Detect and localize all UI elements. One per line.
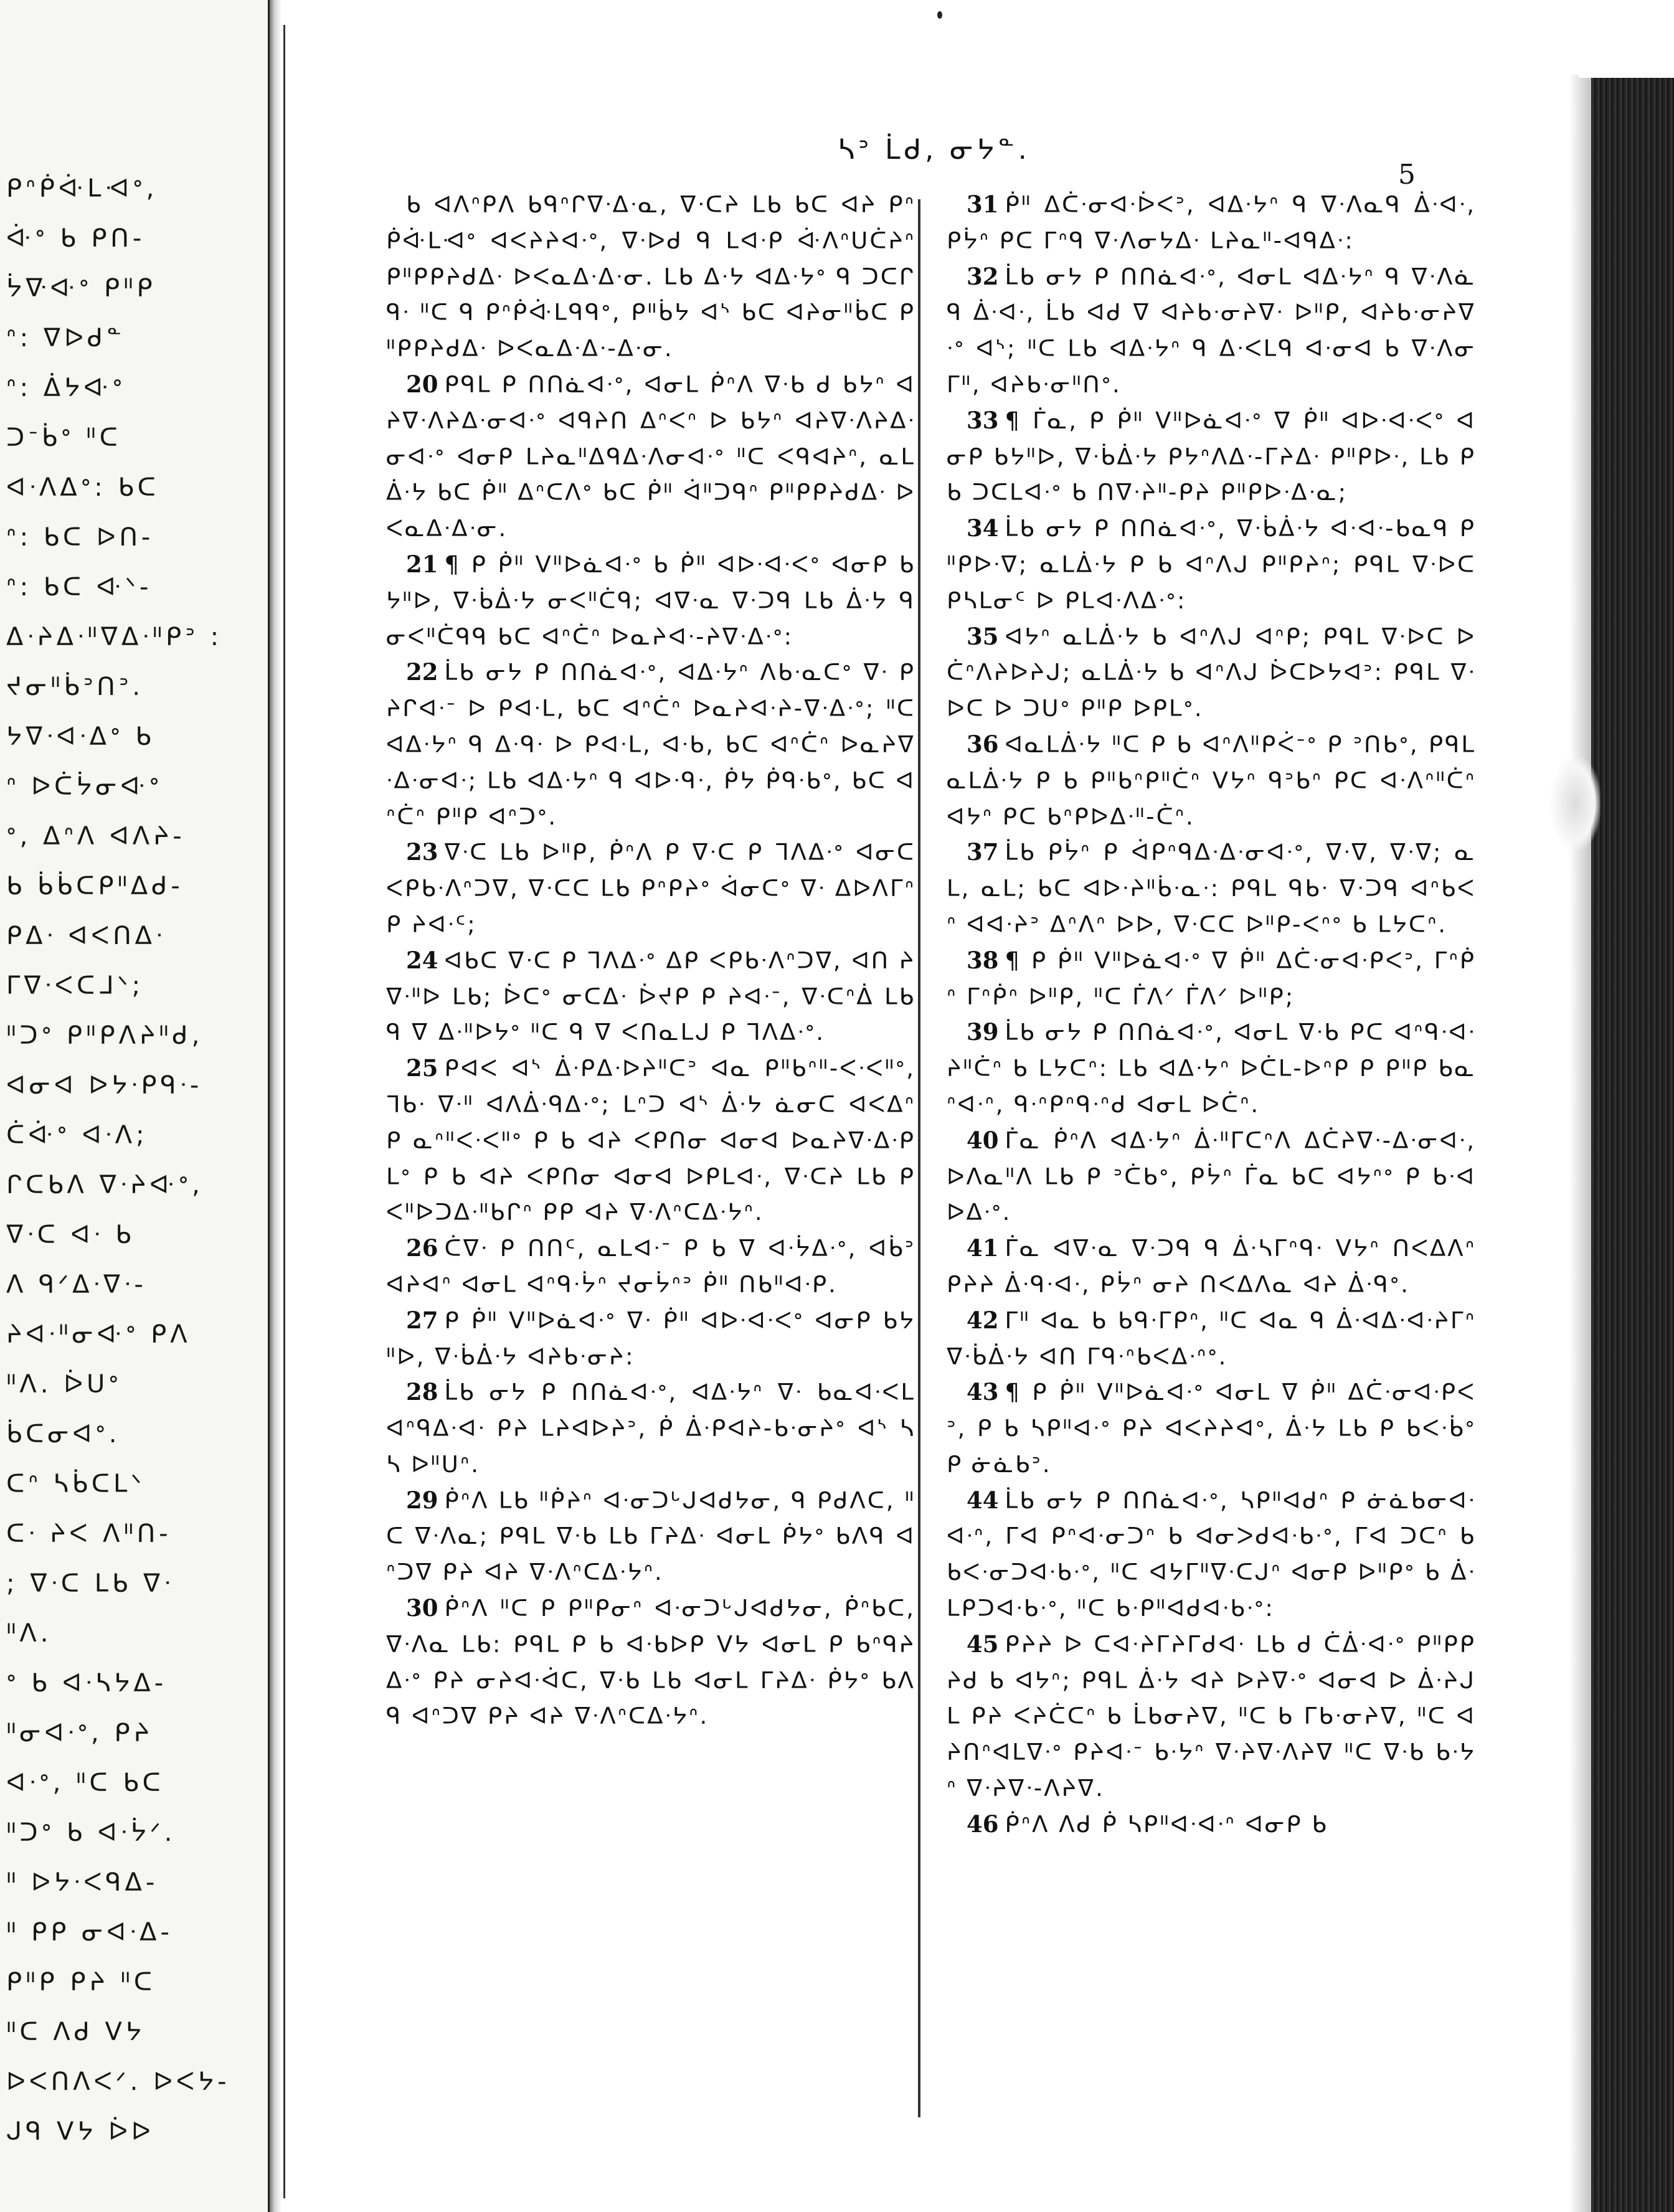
verse-paragraph <box>386 187 915 367</box>
verse-number: 29 <box>406 1486 438 1514</box>
book-edge-top <box>1579 0 1674 78</box>
left-page-text-fragment: ᐢ: ᑲᑕ ᐘᐠ- <box>6 573 153 602</box>
verse-paragraph <box>386 943 915 1051</box>
verse-number: 38 <box>967 946 999 974</box>
text-column-left <box>386 187 915 1734</box>
verse-paragraph <box>947 1123 1476 1231</box>
left-page-text-fragment: ᑭᐃᐧ ᐊᐸᑎᐃᐧ <box>6 922 166 950</box>
left-page-text-fragment: ᔪᓂᐦᑳᐣᑎᐣ. <box>6 673 144 701</box>
verse-number: 34 <box>967 514 999 542</box>
verse-paragraph <box>386 1374 915 1482</box>
left-page-text-fragment: ᐢ: ᑲᑕ ᐅᑎ- <box>6 523 154 552</box>
verse-text: ¶ ᑭ ᑮᐦ ᐯᐦᐅᓈᐊᐧᐤ ᐊᓂᒪ ᐁ ᑮᐦ ᐃᑖᐧᓂᐊᐧᑭᐸᐣ, ᑭ ᑲ ᓴᑭᐦᐊᐧᐤ ᑭᔨ ᐊᐸᔨᔨᐊᐤ, ᐄᐧᔭ ᒪᑲ ᑭ ᑲᐸᐧᑳᐤ ᑭ ᓃᓈᑲᐣ. <box>947 1379 1476 1478</box>
verse-number: 33 <box>967 406 999 434</box>
left-page-text-fragment: ᐦᑐᐤ ᑭᐦᑭᐱᔨᐦᑯ, <box>6 1021 204 1050</box>
verse-text: ᑮᐢᐱ ᒪᑲ ᐦᑮᔨᐢ ᐊᐧᓂᑐᒡᒍᐊᑯᔭᓂ, ᑫ ᑭᑯᐱᑕ, ᐦᑕ ᐁᐧᐱᓇ; ᑭᑫᒪ ᐁᐧᑲ ᒪᑲ ᒥᔨᐃᐧ ᐊᓂᒪ ᑮᔭᐤ ᑲᐱᑫ ᐊᐢᑐᐁ ᑭᔨ ᐊᔨ ᐁᐧᐱᐢᑕᐃᐧᔭᐢ. <box>386 1486 915 1586</box>
verse-paragraph <box>947 1807 1476 1843</box>
verse-number: 22 <box>406 658 438 686</box>
verse-paragraph <box>386 1483 915 1590</box>
left-page-text-fragment: ᑲ ᑳᑳᑕᑭᐦᐃᑯ- <box>6 872 184 900</box>
verse-paragraph <box>947 1231 1476 1303</box>
verse-number: 35 <box>967 622 999 650</box>
left-page-text-fragment: ᔨᐊᐧᐦᓂᐘᐤ ᑭᐱ <box>6 1320 191 1349</box>
left-page-text-fragment: ᒋᑕᑲᐱ ᐁᐧᔨᐘᐤ, <box>6 1171 204 1199</box>
verse-paragraph <box>947 187 1476 259</box>
left-page-text-fragment: ᔭᐁᐧᐊᐧᐃᐤ ᑲ <box>6 722 155 751</box>
verse-number: 27 <box>406 1306 438 1334</box>
left-page-text-fragment: ᑳᑕᓂᐊᐤ. <box>6 1420 121 1449</box>
verse-text: ᒫᑲ ᓂᔭ ᑭ ᑎᑎᓈᐊᐧᐤ, ᐊᓂᒪ ᐁᐧᑲ ᑭᑕ ᐊᐢᑫᐧᐊᐧᔨᐦᑖᐢ ᑲ ᒪᔭᑕᐢ: ᒪᑲ ᐊᐃᐧᔭᐢ ᐅᑖᒪ-ᐅᐢᑭ ᑭ ᑭᐦᑭ ᑲᓇᐢᐊᐧᐢ, ᑫᐧᐢᑭᐢᑫᐧᐢᑯ ᐊᓂᒪ ᐅᑖᐢ. <box>947 1019 1476 1118</box>
verse-text: ¶ ᑭ ᑮᐦ ᐯᐦᐅᓈᐊᐧᐤ ᐁ ᑮᐦ ᐃᑖᐧᓂᐊᐧᑭᐸᐣ, ᒥᐢᑮᐢ ᒥᐢᑮᐢ ᐅᐦᑭ, ᐦᑕ ᒦᐱᐟ ᒦᐱᐟ ᐅᐦᑭ; <box>947 947 1476 1010</box>
left-page-text-fragment: ᑭᐦᑭ ᑭᔨ ᐦᑕ <box>6 1968 156 1997</box>
verse-text: ᒫᑲ ᓂᔭ ᑭ ᑎᑎᓈᐊᐧᐤ, ᐊᐃᐧᔭᐢ ᐱᑲᐧᓇᑕᐤ ᐁᐧ ᑭ ᔨᒋᐊᐧᐨ ᐅ ᑭᐊᐧᒪ, ᑲᑕ ᐊᐢᑖᐢ ᐅᓇᔨᐊᐧᔨ-ᐁᐧᐃᐧᐤ; ᐦᑕ ᐊᐃᐧᔭᐢ ᑫ ᐃᐧᑫᐧ ᐅ ᑭᐊᐧᒪ, ᐊᐧᑲ, ᑲᑕ ᐊᐢᑖᐢ ᐅᓇᔨᐁᐧᐃᐧᓂᐊᐧ; ᒪᑲ ᐊᐃᐧᔭᐢ ᑫ ᐊᐅᐧᑫᐧ, ᑮᔭ ᑮᑫᐧᑲᐤ, ᑲᑕ ᐊᐢᑖᐢ ᑭᐦᑭ ᐊᐢᑐᐤ. <box>386 659 915 830</box>
left-page-text-fragment: ᐊᐧᐱᐃᐤ: ᑲᑕ <box>6 473 159 502</box>
verse-paragraph <box>386 1231 915 1303</box>
verse-number: 42 <box>967 1306 999 1334</box>
verse-text: ᑮᐦ ᐃᑖᐧᓂᐊᐧᐆᐸᐣ, ᐊᐃᐧᔭᐢ ᑫ ᐁᐧᐱᓇᑫ ᐄᐧᐊᐧ, ᑭᔮᐢ ᑭᑕ ᒥᐢᑫ ᐁᐧᐱᓂᔭᐃᐧ ᒪᔨᓇᐦ-ᐊᑫᐃᐧ: <box>947 191 1476 254</box>
verse-text: ᒫᑲ ᓂᔭ ᑭ ᑎᑎᓈᐊᐧᐤ, ᐊᐃᐧᔭᐢ ᐁᐧ ᑲᓇᐊᐧᐸᒪ ᐊᐢᑫᐃᐧᐊᐧ ᑭᔨ ᒪᔨᐊᐅᔨᐣ, ᑮ ᐄᐧᑭᐊᔨ-ᑲᐧᓂᔨᐤ ᐊᔅ ᓴᓴ ᐅᐦᑌᐢ. <box>386 1379 915 1478</box>
left-page-text-fragment: ᐊᐧᐤ, ᐦᑕ ᑲᑕ <box>6 1769 164 1797</box>
verse-number: 46 <box>967 1810 999 1838</box>
left-page-text-fragment: ᐢ ᐅᑖᔮᓂᐘᐤ <box>6 772 163 801</box>
verse-text: ᑭᔨᔨ ᐅ ᑕᐊᐧᔨᒥᔨᒥᑯᐊᐧ ᒪᑲ ᑯ ᑖᐄᐧᐊᐧᐤ ᑭᐦᑭᑭᔨᑯ ᑲ ᐊᔭᐢ; ᑭᑫᒪ ᐄᐧᔭ ᐊᔨ ᐅᔨᐁᐧᐤ ᐊᓂᐊ ᐅ ᐄᐧᔨᒍᒪ ᑭᔨ ᐸᔨᑖᑕᐢ ᑲ ᒫᑲᓂᔨᐁ, ᐦᑕ ᑲ ᒥᑲᐧᓂᔨᐁ, ᐦᑕ ᐊᔨᑎᐢᐊᒪᐁᐧᐤ ᑭᔨᐊᐧᐨ ᑲᐧᔭᐢ ᐁᐧᔨᐁᐧᐱᔨᐁ ᐦᑕ ᐁᐧᑲ ᑲᐧᔭᐢ ᐁᐧᔨᐁᐧ-ᐱᔨᐁ. <box>947 1630 1476 1802</box>
verse-number: 24 <box>406 946 438 974</box>
verse-text: ᑭᑫᒪ ᑭ ᑎᑎᓈᐊᐧᐤ, ᐊᓂᒪ ᑮᐢᐱ ᐁᐧᑲ ᑯ ᑲᔭᐢ ᐊᔨᐁᐧᐱᔨᐃᐧᓂᐊᐧᐤ ᐊᑫᔨᑎ ᐃᐢᐸᐢ ᐅ ᑲᔭᐢ ᐊᔨᐁᐧᐱᔨᐃᐧᓂᐊᐧᐤ ᐊᓂᑭ ᒪᔨᓇᐦᐃᑫᐃᐧᐱᓂᐊᐧᐤ ᐦᑕ ᐸᑫᐊᔨᐢ, ᓇᒪᐄᐧᔭ ᑲᑕ ᑮᐦ ᐃᐢᑕᐱᐤ ᑲᑕ ᑮᐦ ᐋᐦᑐᑫᐢ ᑭᐦᑭᑭᔨᑯᐃᐧ ᐅᐸᓇᐃᐧᐃᐧᓂ. <box>386 371 915 542</box>
verse-text: ᒫᑲ ᓂᔭ ᑭ ᑎᑎᓈᐊᐧᐤ, ᐊᓂᒪ ᐊᐃᐧᔭᐢ ᑫ ᐁᐧᐱᓈᑫ ᐄᐧᐊᐧ, ᒫᑲ ᐊᑯ ᐁ ᐊᔨᑲᐧᓂᔨᐁᐧ ᐅᐦᑭ, ᐊᔨᑲᐧᓂᔨᐁᐧᐤ ᐊᔅ; ᐦᑕ ᒪᑲ ᐊᐃᐧᔭᐢ ᑫ ᐃᐧᐸᒪᑫ ᐊᐧᓂᐊ ᑲ ᐁᐧᐱᓂᒥᐦ, ᐊᔨᑲᐧᓂᐦᑎᐤ. <box>947 263 1476 398</box>
left-page-text-fragment: ᐤ ᑲ ᐊᐧᓴᔭᐃ- <box>6 1669 168 1698</box>
page-edge-shadow <box>1569 75 1594 2212</box>
verse-number: 31 <box>967 191 999 218</box>
text-column-right <box>947 187 1476 1843</box>
verse-text: ᑮᐢᐱ ᐦᑕ ᑭ ᑭᐦᑭᓂᐢ ᐊᐧᓂᑐᒡᒍᐊᑯᔭᓂ, ᑮᐢᑲᑕ, ᐁᐧᐱᓇ ᒪᑲ: ᑭᑫᒪ ᑭ ᑲ ᐊᐧᑲᐅᑭ ᐯᔭ ᐊᓂᒪ ᑭ ᑲᐢᑫᔨᐃᐧᐤ ᑭᔨ ᓂᔨᐊᐧᐋᑕ, ᐁᐧᑲ ᒪᑲ ᐊᓂᒪ ᒥᔨᐃᐧ ᑮᔭᐤ ᑲᐱᑫ ᐊᐢᑐᐁ ᑭᔨ ᐊᔨ ᐁᐧᐱᐢᑕᐃᐧᔭᐢ. <box>386 1595 915 1730</box>
left-page-text-fragment: ᐦᑐᐤ ᑲ ᐊᐧᔮᐟ. <box>6 1818 176 1847</box>
left-page-text-fragment: ᐱ ᑫᐟᐃᐧᐁᐧ- <box>6 1270 147 1299</box>
verse-paragraph <box>386 1051 915 1231</box>
facing-page-left <box>0 0 270 2212</box>
verse-number: 41 <box>967 1234 999 1262</box>
verse-text: ᑮᐢᐱ ᐱᑯ ᑮ ᓴᑭᐦᐊᐧᐊᐧᐢ ᐊᓂᑭ ᑲ <box>1005 1810 1328 1838</box>
left-page-text-fragment: ᐁᐧᑕ ᐊᐧ ᑲ <box>6 1221 135 1249</box>
left-page-text-fragment: ᐦᐱ. <box>6 1619 52 1648</box>
left-page-text-fragment: ᐦᑕ ᐱᑯ ᐯᔭ <box>6 2018 145 2046</box>
verse-number: 45 <box>967 1630 999 1658</box>
left-page-text-fragment: ᑭᐢᑮᐚᒪᐗᐤ, <box>6 174 158 203</box>
verse-number: 44 <box>967 1486 999 1514</box>
left-page-text-fragment: ; ᐁᐧᑕ ᒪᑲ ᐁᐧ <box>6 1569 174 1598</box>
verse-paragraph <box>947 1627 1476 1807</box>
column-rule <box>918 199 920 2117</box>
verse-text: ᒫᑲ ᑭᔮᐢ ᑭ ᐋᑭᐢᑫᐃᐧᐃᐧᓂᐊᐧᐤ, ᐁᐧᐁ, ᐁᐧᐁ; ᓇᒪ, ᓇᒪ; ᑲᑕ ᐊᐅᐧᔨᐦᑳᐧᓇᐧ: ᑭᑫᒪ ᑫᑲᐧ ᐁᐧᑐᑫ ᐊᐢᑲᐸᐢ ᐊᐊᐧᔨᐣ ᐃᐢᐱᐢ ᐅᐅ, ᐁᐧᑕᑕ ᐅᐦᑭ-ᐸᐢᐤ ᑲ ᒪᔭᑕᐢ. <box>947 839 1476 938</box>
left-page-text-fragment: ᐢ: ᐁᐅᑯᓐ <box>6 324 126 352</box>
left-page-text-fragment: ᐦᓂᐊᐧᐤ, ᑭᔨ <box>6 1719 153 1747</box>
verse-number: 26 <box>406 1234 438 1262</box>
verse-number: 30 <box>406 1594 438 1622</box>
verse-number: 37 <box>967 838 999 866</box>
paper-smudge <box>1551 757 1601 850</box>
verse-number: 43 <box>967 1378 999 1406</box>
verse-text: ᐊᓇᒪᐄᐧᔭ ᐦᑕ ᑭ ᑲ ᐊᐢᐱᐦᑭᐹᐨᐤ ᑭ ᐣᑎᑲᐤ, ᑭᑫᒪ ᓇᒪᐄᐧᔭ ᑭ ᑲ ᑭᐦᑲᐢᑭᐦᑖᐢ ᐯᔭᐢ ᑫᐣᑲᐢ ᑭᑕ ᐊᐧᐱᐢᐦᑖᐢ ᐊᔭᐢ ᑭᑕ ᑲᐢᑭᐅᐃᐧᐦ-ᑖᐢ. <box>947 730 1476 830</box>
verse-text: ᒦᓇ ᐊᐁᐧᓇ ᐁᐧᑐᑫ ᑫ ᐄᐧᓴᒥᐢᑫᐧ ᐯᔭᐢ ᑎᐸᐃᐱᐢ ᑭᔨᔨ ᐄᐧᑫᐧᐊᐧ, ᑭᔮᐢ ᓂᔨ ᑎᐸᐃᐱᓇ ᐊᔨ ᐄᐧᑫᐤ. <box>947 1235 1476 1298</box>
left-page-text-fragment: ᒥᐁᐧᐸᑕᒧᐠ; <box>6 971 144 1000</box>
page-number: 5 <box>1398 159 1416 191</box>
verse-text: ᒦᓇ ᑮᐢᐱ ᐊᐃᐧᔭᐢ ᐄᐧᐦᒥᑕᐢᐱ ᐃᑖᔨᐁᐧ-ᐃᐧᓂᐊᐧ, ᐅᐱᓇᐦᐱ ᒪᑲ ᑭ ᐣᑖᑲᐤ, ᑭᔮᐢ ᒦᓇ ᑲᑕ ᐊᔭᐢᐤ ᑭ ᑲᐧᐊᐅᐃᐧᐤ. <box>947 1127 1476 1226</box>
verse-number: 21 <box>406 550 438 578</box>
verse-text: ᑭᐊᐸ ᐊᔅ ᐄᐧᑭᐃᐧᐅᔨᐦᑕᐣ ᐊᓇ ᑭᐦᑲᐢᐦ-ᐸᐧᐸᐦᐤ, ᒣᑲᐧ ᐁᐧᐦ ᐊᐱᐄᐧᑫᐃᐧᐤ; ᒪᐢᑐ ᐊᔅ ᐄᐧᔭ ᓈᓂᑕ ᐊᐸᐃᐢ ᑭ ᓇᐢᐦᐸᐧᐸᐦᐤ ᑭ ᑲ ᐊᔨ ᐸᑭᑎᓂ ᐊᓂᐊ ᐅᓇᔨᐁᐧᐃᐧᑭᒪᐤ ᑭ ᑲ ᐊᔨ ᐸᑭᑎᓂ ᐊᓂᐊ ᐅᑭᒪᐊᐧ, ᐁᐧᑕᔨ ᒪᑲ ᑭ ᐸᐦᐅᑐᐃᐧᐦᑲᒋᐢ ᑭᑭ ᐊᔨ ᐁᐧᐱᐢᑕᐃᐧᔭᐢ. <box>386 1055 915 1226</box>
left-page-text-fragment: ᐃᐧᔨᐃᐧᐦᐁᐃᐧᐦᑭᐣ : <box>6 623 223 651</box>
verse-number: 40 <box>967 1126 999 1154</box>
verse-text: ᐁᐧᑕ ᒪᑲ ᐅᐦᑭ, ᑮᐢᐱ ᑭ ᐁᐧᑕ ᑭ ᒣᐱᐃᐧᐤ ᐊᓂᑕ ᐸᑭᑲᐧᐱᐢᑐᐁ, ᐁᐧᑕᑕ ᒪᑲ ᑭᐢᑭᔨᐤ ᐋᓂᑕᐤ ᐁᐧ ᐃᐅᐱᒥᐢ ᑭ ᔨᐊᐧᑦ; <box>386 839 915 938</box>
verse-paragraph <box>947 943 1476 1015</box>
verse-text: ᐊᔭᐢ ᓇᒪᐄᐧᔭ ᑲ ᐊᐢᐱᒍ ᐊᐢᑭ; ᑭᑫᒪ ᐁᐧᐅᑕ ᐅᑖᐢᐱᔨᐅᔨᒍ; ᓇᒪᐄᐧᔭ ᑲ ᐊᐢᐱᒍ ᐆᑕᐅᔭᐊᐣ: ᑭᑫᒪ ᐁᐧᐅᑕ ᐅ ᑐᑌᐤ ᑭᐦᑭ ᐅᑭᒪᐤ. <box>947 623 1476 722</box>
verse-paragraph <box>947 511 1476 618</box>
verse-text: ᑭ ᑮᐦ ᐯᐦᐅᓈᐊᐧᐤ ᐁᐧ ᑮᐦ ᐊᐅᐧᐊᐧᐸᐤ ᐊᓂᑭ ᑲᔭᐦᐅ, ᐁᐧᑳᐄᐧᔭ ᐊᔨᑲᐧᓂᔨ: <box>386 1307 915 1370</box>
verse-paragraph <box>947 619 1476 727</box>
left-page-text-fragment: ᐢ: ᐄᔭᐘᐤ <box>6 374 126 402</box>
verse-paragraph <box>386 1590 915 1734</box>
verse-text: ᑖᐁᐧ ᑭ ᑎᑎᑦ, ᓇᒪᐊᐧᐨ ᑭ ᑲ ᐁ ᐊᐧᔮᐃᐧᐤ, ᐊᑳᐣ ᐊᔨᐊᐢ ᐊᓂᒪ ᐊᐢᑫᐧᔮᐢ ᔪᓂᔮᐢᐣ ᑮᐦ ᑎᑲᐦᐊᐧᑭ. <box>386 1235 915 1298</box>
verse-text: ᑲ ᐊᐱᐢᑭᐱ ᑲᑫᐢᒋᐁᐧᐃᐧᓇ, ᐁᐧᑕᔨ ᒪᑲ ᑲᑕ ᐊᔨ ᑭᐢᑮᐚᒪᐗᐤ ᐊᐸᔨᔨᐊᐧᐤ, ᐁᐧᐅᑯ ᑫ ᒪᐊᐧᑭ ᐚᐱᐢᑌᑖᔨᐢ ᑭᐦᑭᑭᔨᑯᐃᐧ ᐅᐸᓇᐃᐧᐃᐧᓂ. ᒪᑲ ᐃᐧᔭ ᐊᐃᐧᔭᐤ ᑫ ᑐᑕᒋᑫᐧ ᐦᑕ ᑫ ᑭᐢᑮᐚᒪᑫᑫᐤ, ᑭᐦᑳᔭ ᐊᔅ ᑲᑕ ᐊᔨᓂᐦᑳᑕ ᑭᐦᑭᑭᔨᑯᐃᐧ ᐅᐸᓇᐃᐧᐃᐧ-ᐃᐧᓂ. <box>386 191 915 362</box>
verse-text: ¶ ᒦᓇ, ᑭ ᑮᐦ ᐯᐦᐅᓈᐊᐧᐤ ᐁ ᑮᐦ ᐊᐅᐧᐊᐧᐸᐤ ᐊᓂᑭ ᑲᔭᐦᐅ, ᐁᐧᑳᐄᐧᔭ ᑭᔭᐢᐱᐃᐧ-ᒥᔨᐃᐧ ᑭᐦᑭᐅᐧ, ᒪᑲ ᑭ ᑲ ᑐᑕᒪᐊᐧᐤ ᑲ ᑎᐁᐧᔨᐦ-ᑭᔨ ᑭᐦᑭᐅᐧᐃᐧᓇ; <box>947 407 1476 506</box>
verse-paragraph <box>386 655 915 834</box>
verse-text: ᐊᑲᑕ ᐁᐧᑕ ᑭ ᒣᐱᐃᐧᐤ ᐃᑭ ᐸᑭᑲᐧᐱᐢᑐᐁ, ᐊᑎ ᔨᐁᐧᐦᐅ ᒪᑲ; ᐆᑕᐤ ᓂᑕᐃᐧ ᐆᔪᑭ ᑭ ᔨᐊᐧᐨ, ᐁᐧᑕᐢᐄ ᒪᑲ ᑫ ᐁ ᐃᐧᐦᐅᔭᐤ ᐦᑕ ᑫ ᐁ ᐸᑎᓇᒪᒍ ᑭ ᒣᐱᐃᐧᐤ. <box>386 947 915 1046</box>
left-page-text-fragment: ᑕᐧ ᔨᐸ ᐱᐦᑎ- <box>6 1520 172 1548</box>
verse-number: 23 <box>406 838 438 866</box>
left-page-text-fragment: ᑐᐨᑳᐤ ᐦᑕ <box>6 423 121 452</box>
verse-paragraph <box>386 367 915 547</box>
verse-paragraph <box>947 259 1476 403</box>
verse-paragraph <box>386 1303 915 1375</box>
left-page-text-fragment: ᑖᐚᐤ ᐊᐧᐱ; <box>6 1121 148 1150</box>
verse-paragraph <box>947 403 1476 511</box>
left-page-text-fragment: ᐅᐸᑎᐱᐸᐟ. ᐅᐸᔭ- <box>6 2068 230 2096</box>
verse-paragraph <box>947 1303 1476 1375</box>
verse-paragraph <box>947 834 1476 942</box>
left-page-text-fragment: ᐤ, ᐃᐢᐱ ᐊᐱᔨ- <box>6 822 186 851</box>
left-page-text-fragment: ᐚᐤ ᑲ ᑭᑎ- <box>6 224 146 253</box>
verse-text: ¶ ᑭ ᑮᐦ ᐯᐦᐅᓈᐊᐧᐤ ᑲ ᑮᐦ ᐊᐅᐧᐊᐧᐸᐤ ᐊᓂᑭ ᑲᔭᐦᐅ, ᐁᐧᑳᐄᐧᔭ ᓂᐸᐦᑖᑫ; ᐊᐁᐧᓇ ᐁᐧᑐᑫ ᒪᑲ ᐄᐧᔭ ᑫᓂᐸᐦᑖᑫᑫ ᑲᑕ ᐊᐢᑖᐢ ᐅᓇᔨᐊᐧ-ᔨᐁᐧᐃᐧᐤ: <box>386 551 915 650</box>
verse-paragraph <box>386 547 915 655</box>
left-page-text-fragment: ᑕᐢ ᓴᑳᑕᒪᐠ <box>6 1470 146 1498</box>
verse-text: ᒫᑲ ᓂᔭ ᑭ ᑎᑎᓈᐊᐧᐤ, ᐁᐧᑳᐄᐧᔭ ᐊᐧᐊᐧ-ᑲᓇᑫ ᑭᐦᑭᐅᐧᐁ; ᓇᒪᐄᐧᔭ ᑭ ᑲ ᐊᐢᐱᒍ ᑭᐦᑭᔨᐢ; ᑭᑫᒪ ᐁᐧᐅᑕ ᑭᓴᒪᓂᑦ ᐅ ᑭᒪᐊᐧᐱᐃᐧᐤ: <box>947 515 1476 614</box>
verse-paragraph <box>947 727 1476 834</box>
verse-number: 20 <box>406 370 438 398</box>
verse-paragraph <box>386 834 915 942</box>
left-page-text-fragment: ᒍᑫ ᐯᔭ ᐆᐅ <box>6 2117 154 2146</box>
verse-number: 32 <box>967 262 999 290</box>
verse-number: 25 <box>406 1054 438 1082</box>
page-gutter <box>270 0 281 2212</box>
verse-number: 39 <box>967 1018 999 1046</box>
left-page-text-fragment: ᐦ ᐅᔭᐧᐸᑫᐃ- <box>6 1868 159 1897</box>
verse-text: ᒥᐦ ᐊᓇ ᑲ ᑲᑫᐧᒥᑭᐢ, ᐦᑕ ᐊᓇ ᑫ ᐄᐧᐊᐃᐧᐊᐧᔨᒥᐢ ᐁᐧᑳᐄᐧᔭ ᐊᑎ ᒥᑫᐧᐢᑲᐸᐃᐧᐢᐤ. <box>947 1307 1476 1370</box>
left-page-text-fragment: ᔮᐍᐘᐤ ᑭᐦᑭ <box>6 274 156 303</box>
running-head: ᓴᐣ ᒫᑯ, ᓂᔭᓐ. <box>838 134 1031 166</box>
book-edge <box>1591 75 1674 2212</box>
verse-paragraph <box>947 1483 1476 1627</box>
left-page-text-fragment: ᐦ ᑭᑭ ᓂᐊᐧᐃ- <box>6 1918 173 1947</box>
verse-paragraph <box>947 1374 1476 1482</box>
verse-number: 36 <box>967 730 999 758</box>
verse-number: 28 <box>406 1378 438 1406</box>
left-page-text-fragment: ᐊᓂᐊ ᐅᔭᐧᑭᑫᐧ- <box>6 1071 203 1100</box>
left-page-text-fragment: ᐦᐱ. ᐆᑌᐤ <box>6 1370 122 1399</box>
verse-text: ᒫᑲ ᓂᔭ ᑭ ᑎᑎᓈᐊᐧᐤ, ᓴᑭᐦᐊᑯᐢ ᑭ ᓃᓈᑲᓂᐊᐧᐊᐧᐢ, ᒥᐊ ᑭᐢᐊᐧᓂᑐᐢ ᑲ ᐊᓂᐳᑯᐊᐧᑲᐧᐤ, ᒥᐊ ᑐᑕᐢ ᑲ ᑲᐸᐧᓂᑐᐊᐧᑲᐧᐤ, ᐦᑕ ᐊᔭᒥᐦᐁᐧᑕᒍᐢ ᐊᓂᑭ ᐅᐦᑭᐤ ᑲ ᐄᐧᒪᑭᑐᐊᐧᑲᐧᐤ, ᐦᑕ ᑲᐧᑭᐦᐊᑯᐊᐧᑲᐧᐤ: <box>947 1486 1476 1622</box>
ink-speck <box>937 11 942 19</box>
verse-paragraph <box>947 1014 1476 1122</box>
